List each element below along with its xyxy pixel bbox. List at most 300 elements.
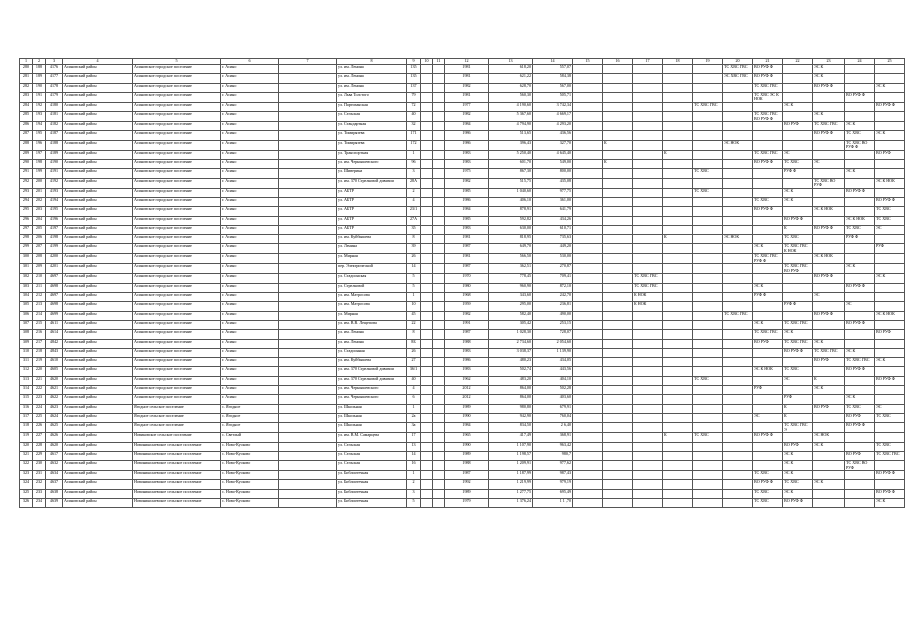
table-cell: 980,80 <box>489 404 533 413</box>
table-cell <box>603 112 633 122</box>
table-cell: г. Асино <box>221 216 279 225</box>
table-cell: 942,90 <box>489 413 533 422</box>
table-cell: Асиновское городское поселение <box>133 216 221 225</box>
table-cell <box>753 131 783 140</box>
table-row <box>20 311 905 320</box>
table-cell: 4611 <box>46 320 63 329</box>
table-cell <box>421 122 433 131</box>
table-cell: ТС ХВС <box>845 225 875 234</box>
table-cell: 1981 <box>445 92 489 102</box>
table-row <box>20 330 905 339</box>
table-cell: 4180 <box>46 102 63 111</box>
table-cell <box>663 83 693 92</box>
table-cell: ТС ХВС <box>783 235 813 244</box>
table-cell <box>433 358 445 367</box>
table-cell <box>693 244 723 254</box>
column-number-header: 1 <box>20 59 33 65</box>
table-cell: 1982 <box>445 311 489 320</box>
table-cell <box>279 423 337 433</box>
table-row <box>20 178 905 188</box>
table-cell: 287 <box>20 131 33 140</box>
table-row <box>20 293 905 302</box>
table-cell: 4178 <box>46 83 63 92</box>
table-cell: ул. им. 370 Стрелковой дивизии <box>337 367 407 376</box>
table-cell: 434,05 <box>533 358 573 367</box>
table-cell: 1982 <box>445 178 489 188</box>
table-cell <box>633 498 663 507</box>
table-cell: 1986 <box>445 131 489 140</box>
table-cell <box>279 169 337 178</box>
table-cell: 1989 <box>445 451 489 460</box>
table-cell: 6 <box>407 395 421 404</box>
table-cell <box>633 122 663 131</box>
table-cell <box>783 74 813 83</box>
table-cell <box>723 244 753 254</box>
register-sheet <box>19 58 900 508</box>
table-cell <box>633 83 663 92</box>
table-cell: Асиновский район <box>63 498 133 507</box>
table-cell: ВО РУФ Ф <box>753 74 783 83</box>
table-cell: Асиновское городское поселение <box>133 197 221 206</box>
table-cell <box>663 197 693 206</box>
table-cell <box>603 480 633 489</box>
table-cell <box>783 207 813 216</box>
table-row <box>20 207 905 216</box>
table-cell <box>573 339 603 348</box>
table-cell: ВО РУФ Ф <box>813 274 845 283</box>
table-cell <box>573 178 603 188</box>
table-cell: 4697 <box>46 293 63 302</box>
table-cell: ЭС К <box>845 264 875 274</box>
table-cell <box>633 150 663 159</box>
table-cell <box>845 197 875 206</box>
table-cell: ТС ХВС <box>753 197 783 206</box>
table-cell <box>279 358 337 367</box>
table-cell: 206 <box>33 235 46 244</box>
table-cell: 1968 <box>445 293 489 302</box>
table-cell <box>573 461 603 471</box>
table-row <box>20 404 905 413</box>
table-cell <box>433 451 445 460</box>
table-cell: Асиновское городское поселение <box>133 274 221 283</box>
table-cell: 735,63 <box>533 235 573 244</box>
table-cell: 1983 <box>445 160 489 169</box>
table-cell <box>633 395 663 404</box>
table-cell: ЭС <box>783 150 813 159</box>
table-cell <box>663 122 693 131</box>
table-cell <box>845 178 875 188</box>
table-cell <box>663 395 693 404</box>
table-cell: 1990 <box>445 413 489 422</box>
table-cell: ВО РУФ Ф <box>783 498 813 507</box>
table-cell <box>421 413 433 422</box>
table-cell: Асиновский район <box>63 311 133 320</box>
table-cell: 483,20 <box>489 376 533 385</box>
table-cell: 2 054,60 <box>533 339 573 348</box>
table-cell <box>663 413 693 422</box>
table-cell: ТС ХВС ГВС <box>723 311 753 320</box>
table-cell: 293 <box>20 188 33 197</box>
table-cell <box>433 480 445 489</box>
table-cell: Асиновское городское поселение <box>133 112 221 122</box>
column-number-header: 7 <box>279 59 337 65</box>
table-cell: 2012 <box>445 386 489 395</box>
table-cell: ТС ХВС ГВС <box>813 122 845 131</box>
table-cell <box>633 489 663 498</box>
table-cell: К <box>783 404 813 413</box>
table-cell <box>723 433 753 442</box>
table-cell: 288 <box>20 140 33 150</box>
table-cell: ЭС К <box>783 188 813 197</box>
table-cell <box>633 330 663 339</box>
table-cell: 760,04 <box>533 413 573 422</box>
table-cell <box>783 283 813 292</box>
table-cell <box>603 339 633 348</box>
table-cell: 5 367,60 <box>489 112 533 122</box>
table-cell: ТС ХВС <box>875 216 905 225</box>
table-cell: ул. Шиверина <box>337 169 407 178</box>
table-cell: ТС ХВС <box>875 207 905 216</box>
table-cell: 1983 <box>445 225 489 234</box>
table-cell: 283 <box>20 92 33 102</box>
table-cell <box>753 395 783 404</box>
table-cell <box>279 274 337 283</box>
table-cell <box>421 330 433 339</box>
table-cell <box>603 102 633 111</box>
table-cell: 17 <box>407 433 421 442</box>
table-cell: 1984 <box>445 207 489 216</box>
table-cell: г. Асино <box>221 83 279 92</box>
table-cell: Асиновский район <box>63 140 133 150</box>
table-cell <box>663 339 693 348</box>
table-cell <box>813 188 845 197</box>
table-cell <box>573 112 603 122</box>
column-number-header: 15 <box>573 59 603 65</box>
table-cell <box>573 274 603 283</box>
table-cell: 318 <box>20 423 33 433</box>
table-cell: К <box>783 225 813 234</box>
table-cell: Асиновский район <box>63 207 133 216</box>
table-cell <box>783 293 813 302</box>
table-cell: 321 <box>20 451 33 460</box>
table-cell <box>421 311 433 320</box>
table-cell: Новониколаевское сельское поселение <box>133 480 221 489</box>
table-cell <box>573 404 603 413</box>
table-cell: ул. им. Матросова <box>337 302 407 311</box>
table-cell <box>603 150 633 159</box>
table-cell <box>875 283 905 292</box>
table-cell: ТС ХВС ВО РУФ <box>813 178 845 188</box>
table-cell <box>663 92 693 102</box>
table-cell: 362,51 <box>489 264 533 274</box>
table-cell: Асиновский район <box>63 423 133 433</box>
table-cell: Асиновский район <box>63 480 133 489</box>
column-number-header: 21 <box>753 59 783 65</box>
table-cell: 227 <box>33 433 46 442</box>
table-cell <box>433 207 445 216</box>
table-cell: Асиновский район <box>63 413 133 422</box>
table-cell: 280 <box>20 65 33 74</box>
table-row <box>20 188 905 197</box>
table-cell: 300 <box>20 254 33 264</box>
table-cell: 215 <box>33 320 46 329</box>
table-cell <box>573 207 603 216</box>
table-cell <box>603 367 633 376</box>
table-cell <box>693 160 723 169</box>
table-cell: 621,22 <box>489 74 533 83</box>
column-number-header: 16 <box>603 59 633 65</box>
table-cell <box>723 122 753 131</box>
table-cell: Асиновское городское поселение <box>133 102 221 111</box>
table-cell: 4842 <box>46 339 63 348</box>
table-cell <box>433 197 445 206</box>
table-cell <box>875 92 905 102</box>
table-cell <box>633 423 663 433</box>
table-cell <box>603 320 633 329</box>
table-cell: ул. Транспортная <box>337 150 407 159</box>
table-cell: Асиновский район <box>63 330 133 339</box>
table-cell: 317 <box>20 413 33 422</box>
table-cell <box>663 188 693 197</box>
table-cell <box>783 386 813 395</box>
table-cell <box>603 92 633 102</box>
table-cell: 4200 <box>46 254 63 264</box>
table-cell: 208 <box>33 254 46 264</box>
table-cell <box>875 302 905 311</box>
table-cell: ВО РУФ Ф <box>845 92 875 102</box>
table-cell: с. Светлый <box>221 433 279 442</box>
table-row <box>20 102 905 111</box>
table-cell: 8 <box>407 235 421 244</box>
table-cell <box>753 225 783 234</box>
table-cell <box>633 367 663 376</box>
table-cell: 35 <box>407 225 421 234</box>
table-cell: 4179 <box>46 92 63 102</box>
table-cell <box>723 498 753 507</box>
table-cell: ЭС К <box>875 358 905 367</box>
table-cell <box>845 376 875 385</box>
table-cell <box>421 225 433 234</box>
table-cell: г. Асино <box>221 131 279 140</box>
table-cell: ЭС К НОК <box>753 367 783 376</box>
table-cell: Асиновское городское поселение <box>133 311 221 320</box>
table-cell <box>693 178 723 188</box>
table-cell: 221 <box>33 376 46 385</box>
table-cell: пер. Электрический <box>337 264 407 274</box>
table-cell <box>783 65 813 74</box>
table-cell: 435,08 <box>533 178 573 188</box>
table-cell: 601,70 <box>489 160 533 169</box>
table-cell <box>573 244 603 254</box>
column-number-header: 14 <box>533 59 573 65</box>
table-cell: 190 <box>33 83 46 92</box>
table-cell <box>813 461 845 471</box>
table-cell: ЭС К <box>813 386 845 395</box>
table-cell: 253,15 <box>533 320 573 329</box>
table-row <box>20 112 905 122</box>
table-cell <box>603 471 633 480</box>
table-cell: 1979 <box>445 498 489 507</box>
table-cell: г. Асино <box>221 367 279 376</box>
table-cell <box>279 207 337 216</box>
table-cell: Асиновское городское поселение <box>133 178 221 188</box>
table-cell <box>845 489 875 498</box>
table-cell: Ягодное сельское поселение <box>133 423 221 433</box>
table-cell: 1981 <box>445 65 489 74</box>
table-cell: ЭС К <box>845 169 875 178</box>
table-cell: г. Асино <box>221 235 279 244</box>
table-cell <box>421 358 433 367</box>
table-cell <box>723 395 753 404</box>
table-cell <box>663 254 693 264</box>
table-cell <box>573 451 603 460</box>
table-cell: 312 <box>20 367 33 376</box>
table-cell: ул. им. В.М. Самарцева <box>337 433 407 442</box>
table-cell: К НОК <box>633 293 663 302</box>
table-cell: с. Ягодное <box>221 413 279 422</box>
table-cell: 219 <box>33 358 46 367</box>
table-cell <box>783 140 813 150</box>
table-cell: ВО РУФ <box>845 451 875 460</box>
table-cell <box>421 140 433 150</box>
table-cell <box>573 83 603 92</box>
table-cell <box>279 302 337 311</box>
table-cell: 282 <box>20 83 33 92</box>
table-cell: ВО РУФ Ф <box>845 283 875 292</box>
table-cell: 1985 <box>445 216 489 225</box>
table-cell <box>693 367 723 376</box>
table-cell: с. Ново-Кусково <box>221 489 279 498</box>
table-cell <box>433 471 445 480</box>
table-cell <box>693 330 723 339</box>
table-cell <box>723 339 753 348</box>
table-row <box>20 264 905 274</box>
table-cell: 963,42 <box>533 442 573 451</box>
table-cell <box>693 83 723 92</box>
table-cell <box>845 74 875 83</box>
table-cell <box>723 461 753 471</box>
table-cell: Асиновский район <box>63 386 133 395</box>
table-cell <box>723 207 753 216</box>
table-cell <box>433 150 445 159</box>
table-cell <box>279 102 337 111</box>
table-cell: Асиновский район <box>63 102 133 111</box>
table-cell: 216 <box>33 330 46 339</box>
table-cell: 1989 <box>445 404 489 413</box>
table-cell: 270,87 <box>533 264 573 274</box>
table-cell: 1981 <box>445 74 489 83</box>
table-cell <box>433 311 445 320</box>
table-cell <box>663 498 693 507</box>
table-cell <box>279 235 337 244</box>
table-cell: К <box>783 413 813 422</box>
table-cell <box>603 293 633 302</box>
table-cell: 14 <box>407 451 421 460</box>
table-cell: Асиновское городское поселение <box>133 235 221 244</box>
table-cell <box>279 367 337 376</box>
table-cell: ТС ХВС <box>693 433 723 442</box>
table-cell: 8Б <box>407 339 421 348</box>
table-cell: 310 <box>20 348 33 357</box>
table-cell: ТС ХВС ГВС <box>753 330 783 339</box>
table-row <box>20 216 905 225</box>
column-number-header: 25 <box>875 59 905 65</box>
table-cell: 4639 <box>46 498 63 507</box>
table-cell <box>813 498 845 507</box>
table-cell: 4622 <box>46 395 63 404</box>
table-cell <box>723 423 753 433</box>
table-cell: ЭС К <box>783 197 813 206</box>
column-number-header: 6 <box>221 59 279 65</box>
table-cell: Новониколаевское сельское поселение <box>133 471 221 480</box>
table-cell: ЭС К НОК <box>875 178 905 188</box>
table-cell <box>603 216 633 225</box>
table-cell <box>433 413 445 422</box>
table-cell: Новониколаевское сельское поселение <box>133 442 221 451</box>
table-cell: ул. Ленина <box>337 244 407 254</box>
table-cell: Асиновский район <box>63 150 133 159</box>
table-cell <box>633 451 663 460</box>
table-cell <box>421 348 433 357</box>
table-row <box>20 274 905 283</box>
table-cell: 305,42 <box>489 320 533 329</box>
column-number-header: 18 <box>663 59 693 65</box>
table-cell: Асиновский район <box>63 274 133 283</box>
table-cell <box>433 330 445 339</box>
table-cell: ЭС <box>845 302 875 311</box>
table-cell <box>875 160 905 169</box>
table-cell: 695,49 <box>533 489 573 498</box>
table-row <box>20 320 905 329</box>
table-cell: 4177 <box>46 74 63 83</box>
table-cell: 878,91 <box>489 207 533 216</box>
table-cell: 1990 <box>445 442 489 451</box>
table-cell <box>433 404 445 413</box>
table-cell: ВО РУФ Ф <box>845 423 875 433</box>
table-cell: 209 <box>33 264 46 274</box>
table-cell: ТС ХВС <box>875 413 905 422</box>
table-cell <box>813 140 845 150</box>
table-cell <box>723 225 753 234</box>
table-cell <box>633 348 663 357</box>
table-cell <box>433 489 445 498</box>
table-cell <box>573 102 603 111</box>
table-cell <box>753 169 783 178</box>
table-cell: ВО РУФ Ф <box>753 207 783 216</box>
table-cell: Асиновский район <box>63 178 133 188</box>
table-cell: Асиновский район <box>63 254 133 264</box>
table-cell: Асиновский район <box>63 264 133 274</box>
table-cell <box>279 489 337 498</box>
table-cell: 4624 <box>46 413 63 422</box>
table-cell <box>421 320 433 329</box>
table-cell <box>633 433 663 442</box>
table-cell: К НОК <box>633 302 663 311</box>
table-cell: 1982 <box>445 83 489 92</box>
table-cell: 3 742,34 <box>533 102 573 111</box>
table-cell <box>433 178 445 188</box>
table-cell: г. Асино <box>221 283 279 292</box>
table-cell <box>663 367 693 376</box>
table-cell <box>813 169 845 178</box>
table-cell: Асиновское городское поселение <box>133 131 221 140</box>
table-cell: ул. им. Чернышевского <box>337 160 407 169</box>
table-cell <box>573 348 603 357</box>
table-cell <box>279 244 337 254</box>
table-cell: ЭС К <box>753 283 783 292</box>
table-cell: К <box>813 376 845 385</box>
table-cell: 230 <box>33 461 46 471</box>
